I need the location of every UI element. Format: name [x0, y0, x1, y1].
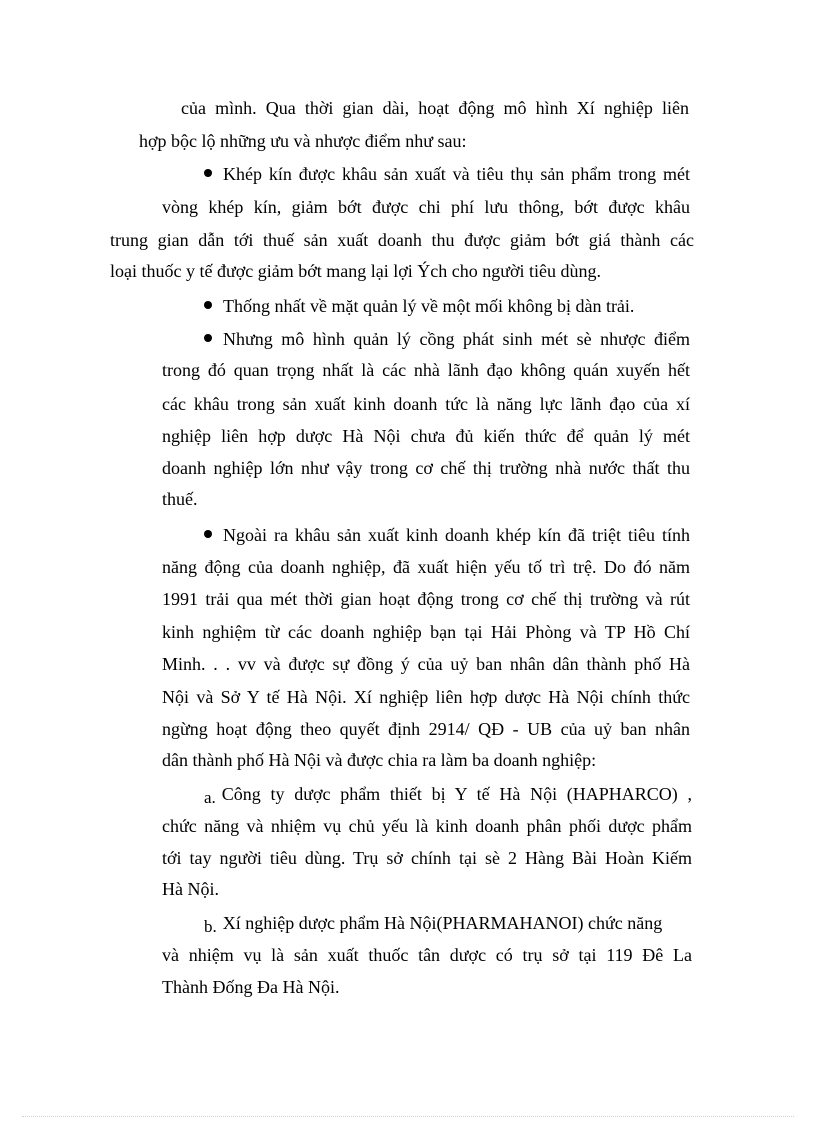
text-line: Thành Đống Đa Hà Nội. — [162, 977, 340, 997]
text-line: vòng khép kín, giảm bớt được chi phí lưu thông, bớt được khâu — [162, 197, 690, 217]
text-line: dân thành phố Hà Nội và được chia ra làm ba doanh nghiệp: — [162, 750, 597, 770]
text-line: Khép kín được khâu sản xuất và tiêu thụ sản phẩm trong mét — [223, 164, 690, 184]
text-line: thuế. — [162, 489, 198, 509]
list-item-a — [204, 783, 692, 805]
text-line: 1991 trải qua mét thời gian hoạt động trong cơ chế thị trường và rút — [162, 589, 690, 609]
text-line: ngừng hoạt động theo quyết định 2914/ QĐ - UB của uỷ ban nhân — [162, 719, 690, 739]
text-line: loại thuốc y tế được giảm bớt mang lại lợi Ých cho người tiêu dùng. — [110, 261, 601, 281]
text-line: tới tay người tiêu dùng. Trụ sở chính tại sè 2 Hàng Bài Hoàn Kiếm — [162, 848, 692, 868]
list-label: b. — [204, 917, 217, 936]
text-line: Nội và Sở Y tế Hà Nội. Xí nghiệp liên hợp dược Hà Nội chính thức — [162, 687, 690, 707]
bullet-icon — [204, 334, 212, 342]
text-line: hợp bộc lộ những ưu và nhược điểm như sau: — [139, 131, 467, 151]
list-label: a. — [204, 788, 216, 807]
text-line: Công ty dược phẩm thiết bị Y tế Hà Nội (HAPHARCO) , — [221, 784, 692, 804]
text-line: Hà Nội. — [162, 879, 219, 899]
bullet-icon — [204, 301, 212, 309]
bullet-icon — [204, 530, 212, 538]
text-line: doanh nghiệp lớn như vậy trong cơ chế thị trường nhà nước thất thu — [162, 458, 690, 478]
text-line: và nhiệm vụ là sản xuất thuốc tân dược có trụ sở tại 119 Đê La — [162, 945, 692, 965]
text-line: Minh. . . vv và được sự đồng ý của uỷ ban nhân dân thành phố Hà — [162, 654, 690, 674]
text-line: Ngoài ra khâu sản xuất kinh doanh khép kín đã triệt tiêu tính — [223, 525, 690, 545]
text-line: các khâu trong sản xuất kinh doanh tức là năng lực lãnh đạo của xí — [162, 394, 690, 414]
bullet-icon — [204, 169, 212, 177]
text-line: Xí nghiệp dược phẩm Hà Nội(PHARMAHANOI) chức năng — [222, 913, 663, 933]
text-line: trong đó quan trọng nhất là các nhà lãnh đạo không quán xuyến hết — [162, 360, 690, 380]
text-line: của mình. Qua thời gian dài, hoạt động mô hình Xí nghiệp liên — [181, 98, 689, 118]
text-line: năng động của doanh nghiệp, đã xuất hiện yếu tố trì trệ. Do đó năm — [162, 557, 690, 577]
text-line: Nhưng mô hình quản lý cồng phát sinh mét sè nhược điểm — [223, 329, 690, 349]
page-bottom-divider — [22, 1116, 794, 1117]
text-line: nghiệp liên hợp dược Hà Nội chưa đủ kiến thức để quản lý mét — [162, 426, 690, 446]
text-line: trung gian dẫn tới thuế sản xuất doanh thu được giảm bớt giá thành các — [110, 230, 694, 250]
list-item-b — [204, 912, 662, 934]
text-line: Thống nhất về mặt quản lý về một mối không bị dàn trải. — [223, 296, 635, 316]
text-line: kinh nghiệm từ các doanh nghiệp bạn tại Hải Phòng và TP Hồ Chí — [162, 622, 690, 642]
text-line: chức năng và nhiệm vụ chủ yếu là kinh doanh phân phối dược phẩm — [162, 816, 692, 836]
